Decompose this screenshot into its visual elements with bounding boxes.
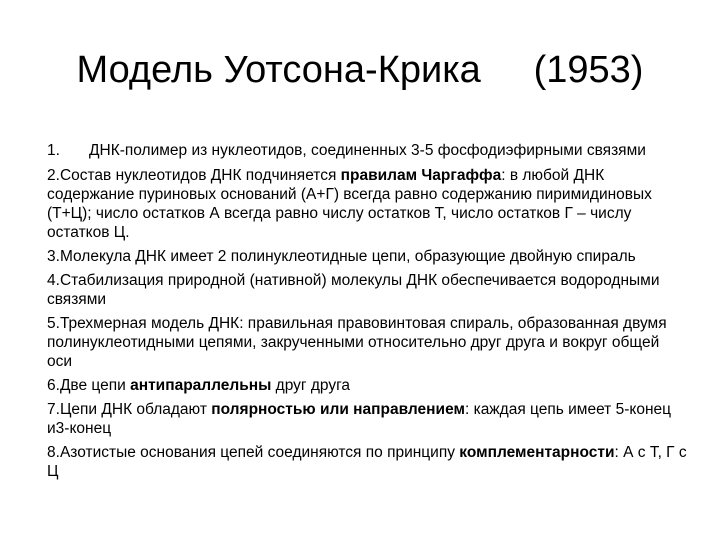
list-item-text: ДНК-полимер из нуклеотидов, соединенных 3-5 фосфодиэфирными связями (89, 142, 646, 159)
slide-body (47, 140, 687, 486)
list-item-6 (47, 376, 687, 395)
list-item-text: Азотистые основания цепей соединяются по принципу (59, 444, 460, 461)
list-item-text: : каждая цепь имеет 5-конец и3-конец (47, 401, 672, 437)
list-item-text: друг друга (271, 377, 351, 394)
list-item-text: : А с Т, Г с Ц (47, 444, 687, 480)
list-item-text: Стабилизация природной (нативной) молекулы ДНК обеспечивается водородными связями (47, 272, 660, 308)
list-item-text: : в любой ДНК содержание пуриновых оснований (А+Г) всегда равно содержанию пиримидиновых (Т+Ц); число остатков А всегда равно числу остатков Т, число остатков Г – числу остатков Ц. (47, 167, 652, 241)
list-item-number: 3. (47, 248, 60, 265)
list-item-number: 7. (47, 401, 60, 418)
slide-title: Модель Уотсона-Крика (1953) (76, 49, 644, 91)
list-item-emphasis: комплементарности (459, 444, 615, 461)
list-item-number: 6. (47, 377, 60, 394)
list-item-number: 4. (47, 272, 60, 289)
list-item-7 (47, 400, 687, 438)
list-item-emphasis: правилам Чаргаффа (340, 167, 502, 184)
list-item-text: Цепи ДНК обладают (59, 401, 212, 418)
list-item-5 (47, 314, 687, 371)
list-item-number: 2. (47, 167, 60, 184)
list-item-4 (47, 271, 687, 309)
list-item-number: 8. (47, 444, 60, 461)
list-item-3 (47, 247, 687, 266)
list-item-text: Две цепи (59, 377, 131, 394)
list-item-text: Трехмерная модель ДНК: правильная правовинтовая спираль, образованная двумя полинуклеотидными цепями, закрученными относительно друг друга и вокруг общей оси (47, 315, 667, 370)
list-item-emphasis: полярностью или направлением (211, 401, 465, 418)
list-item-emphasis: антипараллельны (130, 377, 272, 394)
list-item-text: Состав нуклеотидов ДНК подчиняется (59, 167, 341, 184)
list-item-2 (47, 166, 687, 242)
list-item-number: 1. (47, 142, 60, 159)
list-item-1 (47, 140, 687, 162)
list-item-text: Молекула ДНК имеет 2 полинуклеотидные цепи, образующие двойную спираль (59, 248, 636, 265)
list-item-8 (47, 443, 687, 481)
list-item-number: 5. (47, 315, 60, 332)
